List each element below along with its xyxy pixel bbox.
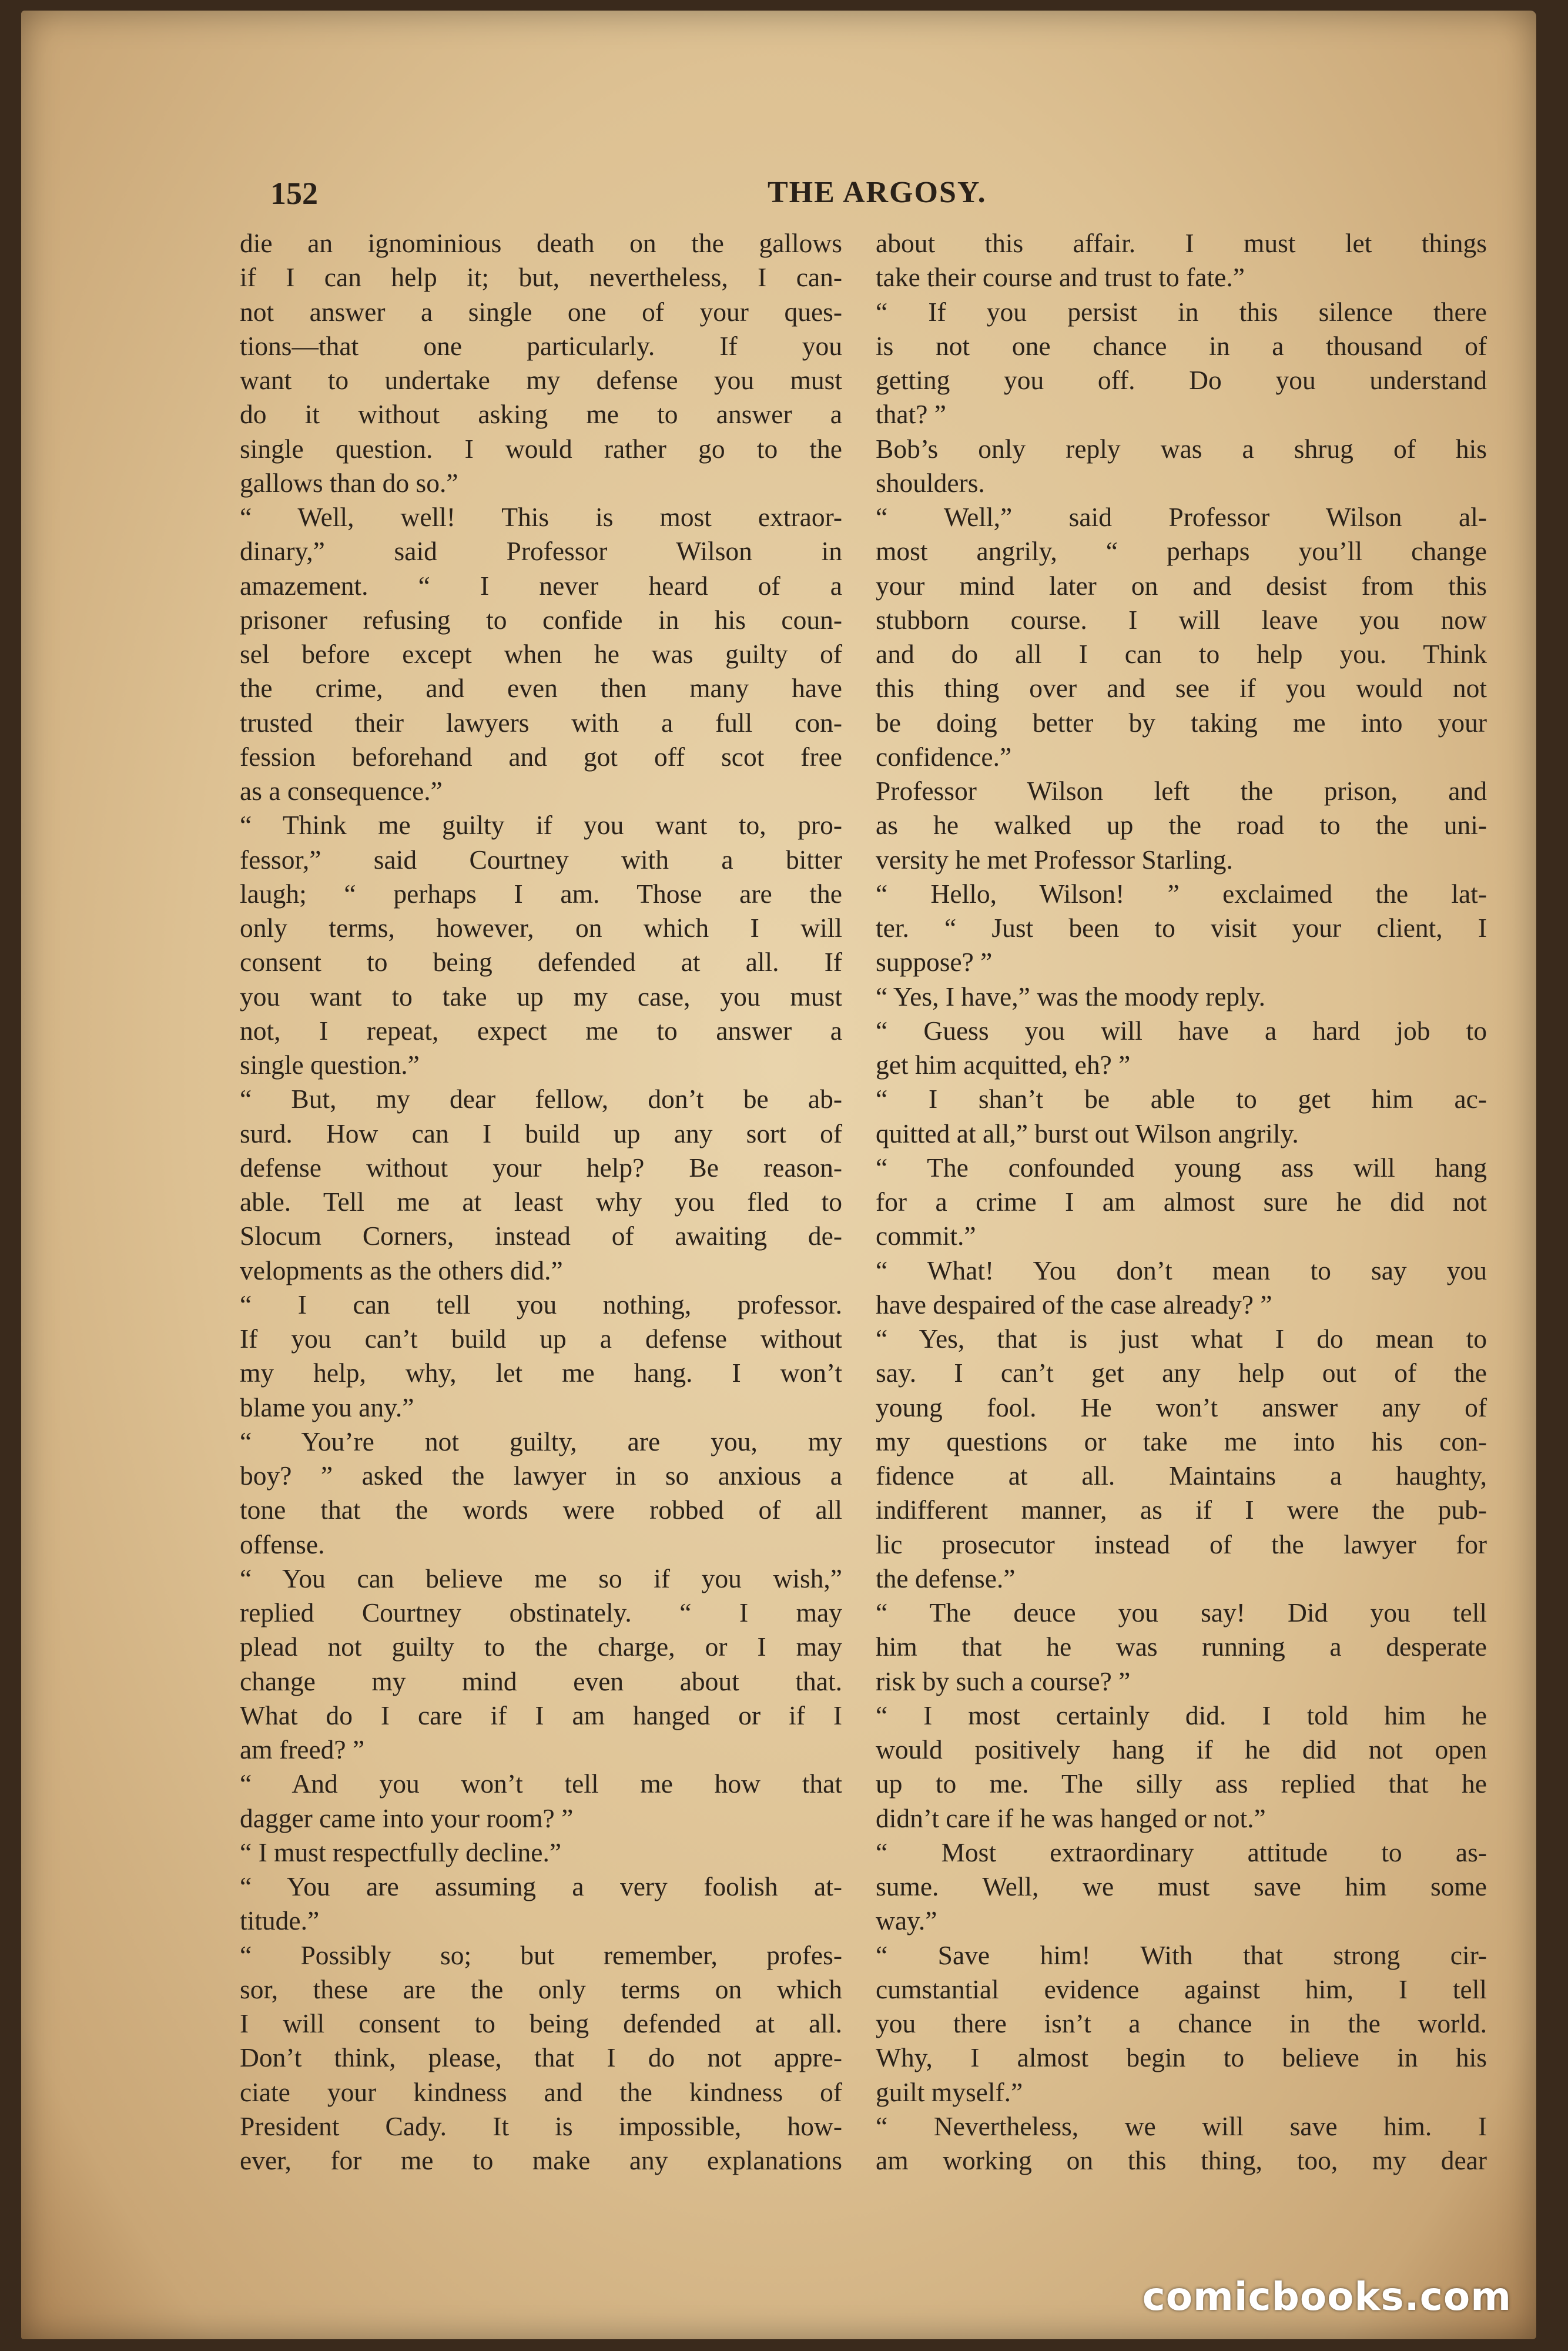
text-line: is not one chance in a thousand of	[876, 330, 1487, 361]
text-line: commit.”	[876, 1221, 976, 1251]
text-line: Bob’s only reply was a shrug of his	[876, 433, 1487, 464]
text-line: tions—that one particularly. If you	[240, 330, 842, 361]
text-line: “ I must respectfully decline.”	[240, 1837, 562, 1867]
text-line: way.”	[876, 1905, 937, 1936]
text-line: get him acquitted, eh? ”	[876, 1050, 1131, 1080]
text-line: stubborn course. I will leave you now	[876, 604, 1487, 635]
text-line: fessor,” said Courtney with a bitter	[240, 844, 842, 875]
text-line: fession beforehand and got off scot free	[240, 741, 842, 772]
text-line: ever, for me to make any explanations	[240, 2145, 842, 2175]
text-line: your mind later on and desist from this	[876, 570, 1487, 601]
text-line: replied Courtney obstinately. “ I may	[240, 1598, 842, 1627]
text-line: “ What! You don’t mean to say you	[876, 1255, 1487, 1285]
text-line: ter. “ Just been to visit your client, I	[876, 913, 1487, 943]
text-line: lic prosecutor instead of the lawyer for	[876, 1529, 1487, 1559]
text-line: Why, I almost begin to believe in his	[876, 2042, 1487, 2073]
text-line: and do all I can to help you. Think	[876, 639, 1487, 669]
text-line: you want to take up my case, you must	[240, 981, 842, 1012]
text-line: sel before except when he was guilty of	[240, 639, 842, 669]
text-line: “ Guess you will have a hard job to	[876, 1015, 1487, 1046]
left-text-column	[240, 226, 842, 2178]
text-line: have despaired of the case already? ”	[876, 1289, 1272, 1319]
text-line: I will consent to being defended at all.	[240, 2008, 842, 2038]
text-line: boy? ” asked the lawyer in so anxious a	[240, 1461, 842, 1491]
text-line: risk by such a course? ”	[876, 1666, 1131, 1696]
text-line: “ I most certainly did. I told him he	[876, 1700, 1487, 1730]
text-line: tone that the words were robbed of all	[240, 1495, 842, 1525]
text-line: as a consequence.”	[240, 776, 443, 806]
text-line: for a crime I am almost sure he did not	[876, 1187, 1487, 1217]
text-line: “ And you won’t tell me how that	[240, 1769, 842, 1799]
text-line: not, I repeat, expect me to answer a	[240, 1015, 842, 1046]
text-line: “ You are assuming a very foolish at-	[240, 1871, 842, 1901]
text-line: guilt myself.”	[876, 2077, 1023, 2107]
text-line: want to undertake my defense you must	[240, 365, 842, 395]
text-line: the defense.”	[876, 1563, 1016, 1593]
text-line: only terms, however, on which I will	[240, 913, 842, 943]
text-line: quitted at all,” burst out Wilson angrily.	[876, 1118, 1299, 1148]
text-line: not answer a single one of your ques-	[240, 296, 842, 327]
text-line: “ Yes, I have,” was the moody reply.	[876, 981, 1265, 1012]
text-line: be doing better by taking me into your	[876, 707, 1487, 738]
text-line: single question.”	[240, 1050, 420, 1080]
text-line: that? ”	[876, 399, 946, 430]
text-line: about this affair. I must let things	[876, 228, 1487, 258]
text-line: plead not guilty to the charge, or I may	[240, 1632, 842, 1662]
text-line: surd. How can I build up any sort of	[240, 1118, 842, 1148]
text-line: if I can help it; but, nevertheless, I can-	[240, 262, 842, 293]
text-line: “ Well,” said Professor Wilson al-	[876, 502, 1487, 532]
text-line: suppose? ”	[876, 947, 993, 977]
right-text-column	[876, 226, 1487, 2178]
text-line: my help, why, let me hang. I won’t	[240, 1358, 842, 1388]
text-line: Slocum Corners, instead of awaiting de-	[240, 1221, 842, 1251]
text-line: “ You’re not guilty, are you, my	[240, 1426, 842, 1456]
text-line: change my mind even about that.	[240, 1666, 842, 1696]
text-line: laugh; “ perhaps I am. Those are the	[240, 878, 842, 909]
text-line: didn’t care if he was hanged or not.”	[876, 1803, 1266, 1833]
page-number: 152	[270, 176, 318, 211]
text-line: “ Most extraordinary attitude to as-	[876, 1837, 1487, 1867]
text-line: What do I care if I am hanged or if I	[240, 1700, 842, 1730]
text-line: sor, these are the only terms on which	[240, 1974, 842, 2004]
text-line: amazement. “ I never heard of a	[240, 570, 842, 601]
text-line: up to me. The silly ass replied that he	[876, 1769, 1487, 1799]
text-line: dinary,” said Professor Wilson in	[240, 536, 842, 567]
text-line: “ The confounded young ass will hang	[876, 1152, 1487, 1183]
text-line: die an ignominious death on the gallows	[240, 228, 842, 258]
text-line: consent to being defended at all. If	[240, 947, 842, 977]
text-line: versity he met Professor Starling.	[876, 844, 1233, 875]
text-line: am working on this thing, too, my dear	[876, 2145, 1487, 2175]
running-title: THE ARGOSY.	[768, 176, 987, 209]
text-line: “ Well, well! This is most extraor-	[240, 502, 842, 532]
text-line: would positively hang if he did not open	[876, 1734, 1487, 1764]
text-line: young fool. He won’t answer any of	[876, 1392, 1487, 1422]
watermark-text: comicbooks.com	[1142, 2274, 1512, 2319]
text-line: “ I can tell you nothing, professor.	[240, 1289, 842, 1319]
text-line: “ Yes, that is just what I do mean to	[876, 1324, 1487, 1354]
text-line: you there isn’t a chance in the world.	[876, 2008, 1487, 2038]
text-line: trusted their lawyers with a full con-	[240, 707, 842, 738]
text-line: most angrily, “ perhaps you’ll change	[876, 536, 1487, 567]
text-line: this thing over and see if you would not	[876, 673, 1487, 704]
text-line: “ But, my dear fellow, don’t be ab-	[240, 1084, 842, 1114]
text-line: shoulders.	[876, 467, 985, 498]
text-line: “ I shan’t be able to get him ac-	[876, 1084, 1487, 1114]
text-line: my questions or take me into his con-	[876, 1426, 1487, 1456]
text-line: gallows than do so.”	[240, 467, 458, 498]
text-line: single question. I would rather go to the	[240, 433, 842, 464]
text-line: the crime, and even then many have	[240, 673, 842, 704]
text-line: “ You can believe me so if you wish,”	[240, 1563, 842, 1593]
text-line: President Cady. It is impossible, how-	[240, 2111, 842, 2141]
text-line: “ Nevertheless, we will save him. I	[876, 2111, 1487, 2141]
text-line: velopments as the others did.”	[240, 1255, 563, 1285]
text-line: defense without your help? Be reason-	[240, 1152, 842, 1183]
text-line: cumstantial evidence against him, I tell	[876, 1974, 1487, 2004]
text-line: getting you off. Do you understand	[876, 365, 1487, 395]
text-line: ciate your kindness and the kindness of	[240, 2077, 842, 2107]
text-line: him that he was running a desperate	[876, 1632, 1487, 1662]
text-line: “ The deuce you say! Did you tell	[876, 1598, 1487, 1627]
text-line: say. I can’t get any help out of the	[876, 1358, 1487, 1388]
text-line: blame you any.”	[240, 1392, 414, 1422]
text-line: indifferent manner, as if I were the pub-	[876, 1495, 1487, 1525]
text-line: titude.”	[240, 1905, 320, 1936]
text-line: take their course and trust to fate.”	[876, 262, 1245, 293]
text-line: do it without asking me to answer a	[240, 399, 842, 430]
text-line: fidence at all. Maintains a haughty,	[876, 1461, 1487, 1491]
text-line: If you can’t build up a defense without	[240, 1324, 842, 1354]
text-line: as he walked up the road to the uni-	[876, 810, 1487, 840]
text-line: Professor Wilson left the prison, and	[876, 776, 1487, 806]
text-line: confidence.”	[876, 741, 1012, 772]
text-line: “ Think me guilty if you want to, pro-	[240, 810, 842, 840]
text-line: “ Possibly so; but remember, profes-	[240, 1940, 842, 1970]
text-line: “ Hello, Wilson! ” exclaimed the lat-	[876, 878, 1487, 909]
text-line: “ If you persist in this silence there	[876, 296, 1487, 327]
text-line: dagger came into your room? ”	[240, 1803, 574, 1833]
text-line: Don’t think, please, that I do not appre-	[240, 2042, 842, 2073]
text-line: sume. Well, we must save him some	[876, 1871, 1487, 1901]
text-line: able. Tell me at least why you fled to	[240, 1187, 842, 1217]
text-line: prisoner refusing to confide in his coun-	[240, 604, 842, 635]
text-line: offense.	[240, 1529, 325, 1559]
text-line: am freed? ”	[240, 1734, 365, 1764]
text-line: “ Save him! With that strong cir-	[876, 1940, 1487, 1970]
